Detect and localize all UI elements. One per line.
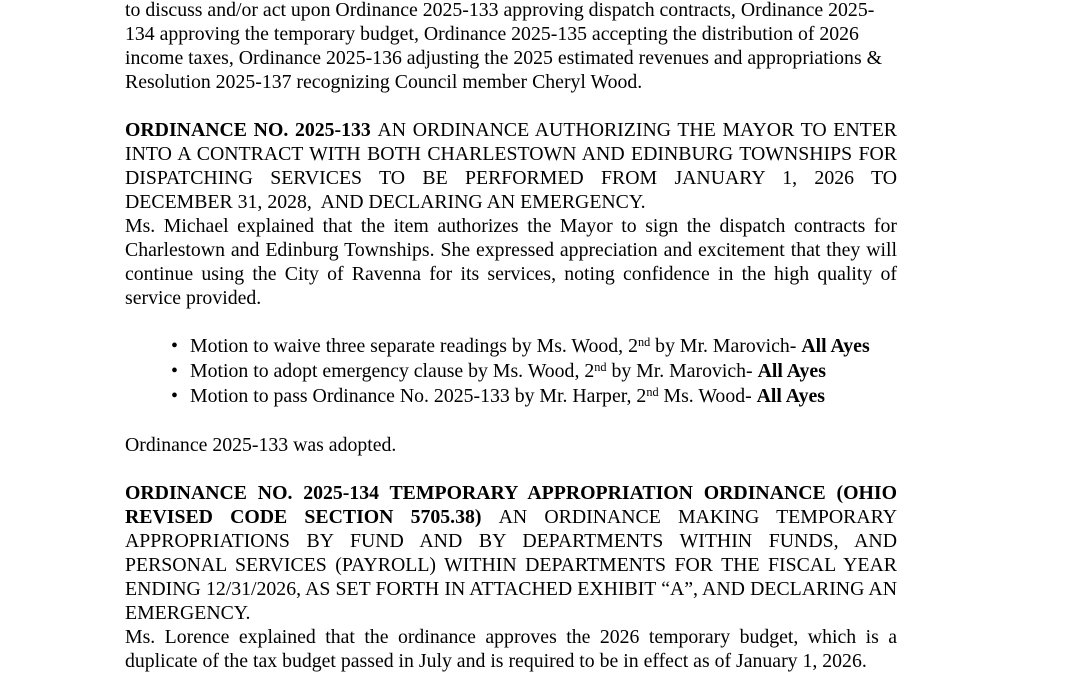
ordinance-133-motions-list	[125, 334, 897, 409]
text-run: Motion to adopt emergency clause by Ms. Wood, 2	[190, 360, 595, 382]
paragraph-spacer	[125, 310, 897, 334]
text-run: to discuss and/or act upon Ordinance 2025-133 approving dispatch contracts, Ordinance 2025-134 approving the temporary budget, Ordinance 2025-135 accepting the distribution of 2026 income taxes, Ordinance 2025-136 adjusting the 2025 estimated revenues and appropriations & Resolution 2025-137 recognizing Council member Cheryl Wood.	[125, 0, 882, 93]
intro-paragraph	[125, 0, 897, 94]
bold-text-run: All Ayes	[756, 385, 825, 407]
bullet-icon: •	[171, 360, 178, 382]
bold-text-run: All Ayes	[757, 360, 826, 382]
superscript-text-run: nd	[646, 385, 659, 400]
text-run: by Mr. Marovich-	[606, 360, 758, 382]
superscript-text-run: nd	[594, 360, 607, 375]
paragraph-spacer	[125, 409, 897, 433]
bold-text-run: All Ayes	[801, 335, 870, 357]
ordinance-134-heading-paragraph	[125, 481, 897, 625]
bullet-text	[190, 335, 870, 357]
superscript-text-run: nd	[637, 335, 651, 350]
ordinance-134-explanation	[125, 625, 897, 673]
text-run: Ordinance 2025-133 was adopted.	[125, 434, 397, 456]
text-run: by Mr. Marovich-	[650, 335, 802, 357]
text-run: Motion to waive three separate readings by Ms. Wood, 2	[190, 335, 638, 357]
text-run: Motion to pass Ordinance No. 2025-133 by Mr. Harper, 2	[190, 385, 647, 407]
text-run: AN ORDINANCE AUTHORIZING THE MAYOR TO ENTER INTO A CONTRACT WITH BOTH CHARLESTOWN AND EDINBURG TOWNSHIPS FOR DISPATCHING SERVICES TO BE PERFORMED FROM JANUARY 1, 2026 TO DECEMBER 31, 2028, AND DECLARING AN EMERGENCY.	[125, 119, 897, 213]
paragraph-spacer	[125, 94, 897, 118]
bullet-item	[125, 334, 897, 359]
bullet-icon: •	[171, 385, 178, 407]
paragraph-spacer	[125, 457, 897, 481]
text-run: AN ORDINANCE MAKING TEMPORARY APPROPRIATIONS BY FUND AND BY DEPARTMENTS WITHIN FUNDS, AND PERSONAL SERVICES (PAYROLL) WITHIN DEPARTMENTS FOR THE FISCAL YEAR ENDING 12/31/2026, AS SET FORTH IN ATTACHED EXHIBIT “A”, AND DECLARING AN EMERGENCY.	[125, 506, 897, 624]
text-run: Ms. Michael explained that the item authorizes the Mayor to sign the dispatch contracts for Charlestown and Edinburg Townships. She expressed appreciation and excitement that they will continue using the City of Ravenna for its services, noting confidence in the high quality of service provided.	[125, 215, 897, 309]
bullet-item	[125, 384, 897, 409]
bullet-icon: •	[171, 335, 178, 357]
bold-text-run: ORDINANCE NO. 2025-133	[125, 119, 378, 141]
text-run: Ms. Wood-	[658, 385, 757, 407]
ordinance-133-adopted-line	[125, 433, 897, 457]
bullet-text	[190, 360, 826, 382]
ordinance-133-heading-paragraph	[125, 118, 897, 214]
bold-text-run: ORDINANCE NO. 2025-134 TEMPORARY APPROPRIATION ORDINANCE (OHIO REVISED CODE SECTION 5705.38)	[125, 482, 897, 528]
bullet-text	[190, 385, 825, 407]
text-run: Ms. Lorence explained that the ordinance approves the 2026 temporary budget, which is a duplicate of the tax budget passed in July and is required to be in effect as of January 1, 2026.	[125, 626, 897, 672]
document-content	[125, 0, 897, 673]
bullet-item	[125, 359, 897, 384]
ordinance-133-explanation	[125, 214, 897, 310]
